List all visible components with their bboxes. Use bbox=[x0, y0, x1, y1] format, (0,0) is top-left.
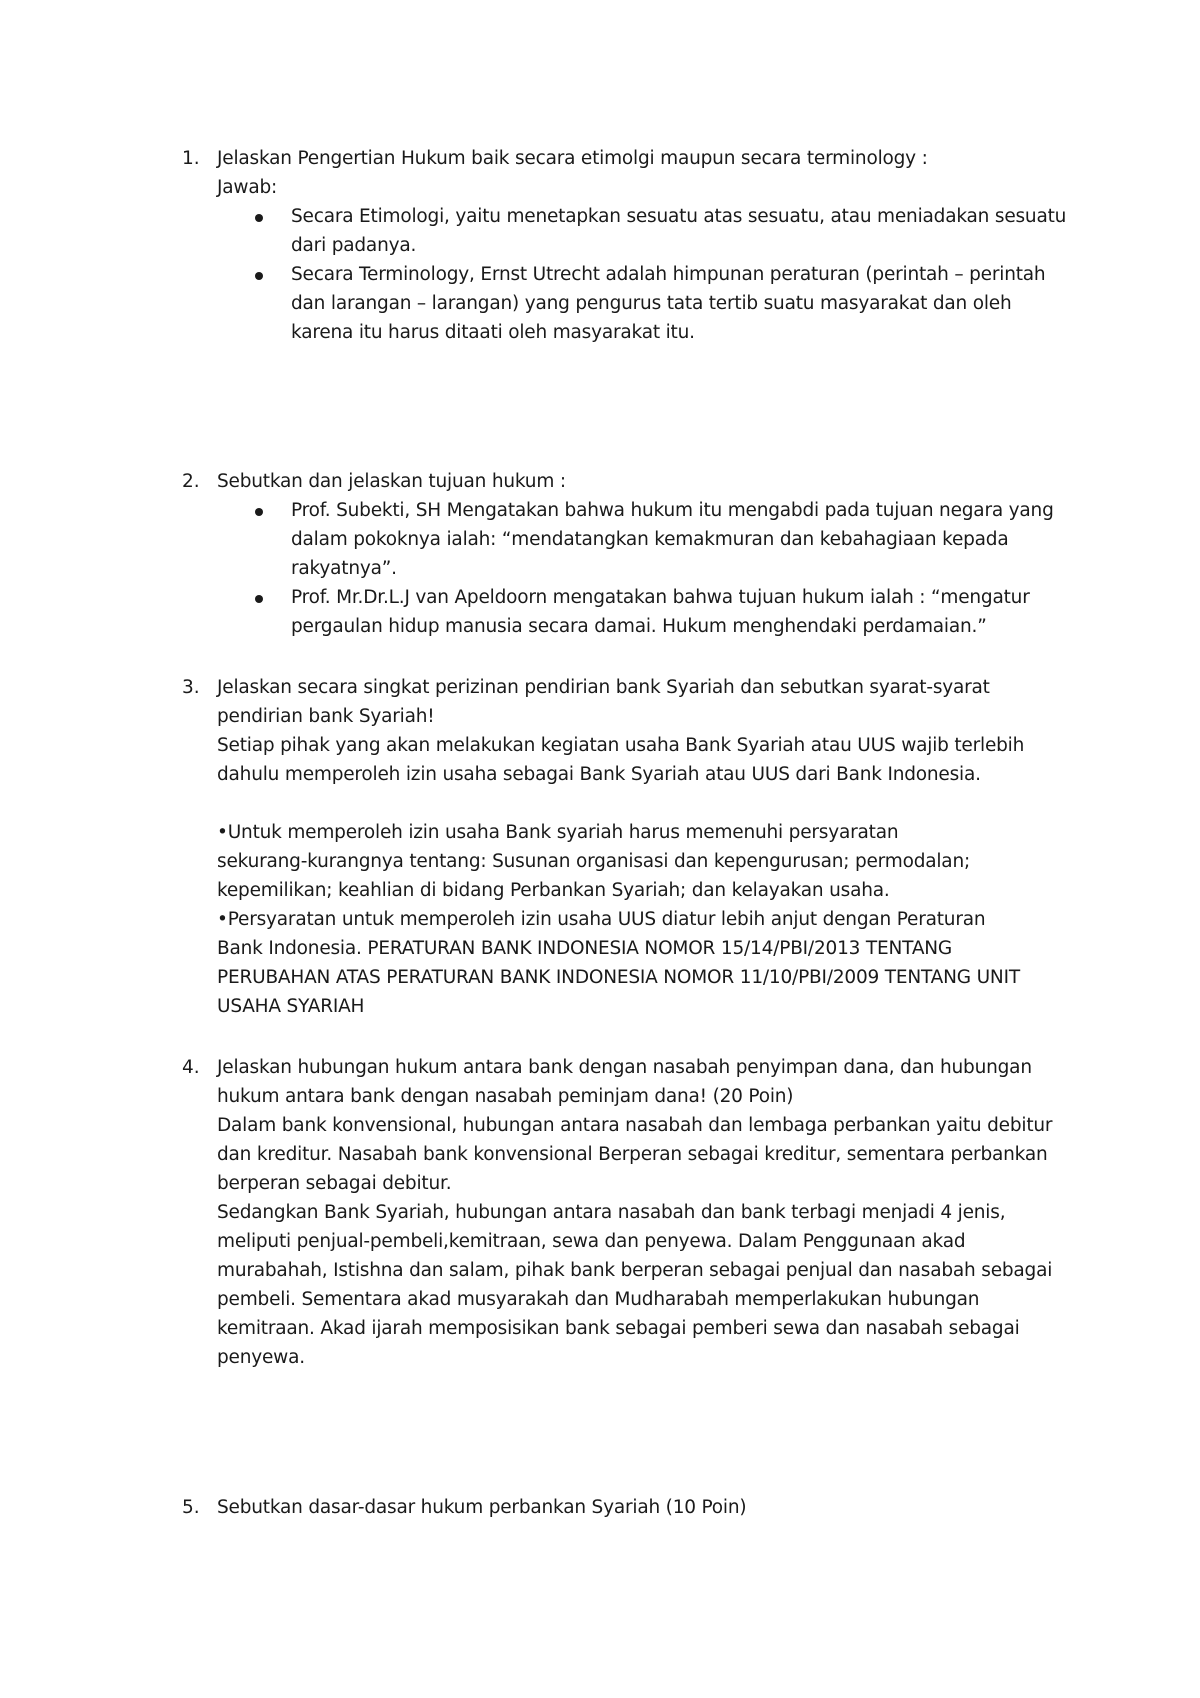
answer-text: penyewa. bbox=[217, 1347, 305, 1368]
bullet-text: karena itu harus ditaati oleh masyarakat itu. bbox=[291, 322, 695, 343]
answer-text: berperan sebagai debitur. bbox=[217, 1173, 452, 1194]
answer-text: Setiap pihak yang akan melakukan kegiatan usaha Bank Syariah atau UUS wajib terlebih bbox=[217, 735, 1025, 756]
bullet-icon bbox=[255, 508, 263, 516]
answer-text: meliputi penjual-pembeli,kemitraan, sewa dan penyewa. Dalam Penggunaan akad bbox=[217, 1231, 966, 1252]
question-text: Jelaskan Pengertian Hukum baik secara etimolgi maupun secara terminology : bbox=[217, 148, 928, 169]
bullet-text: pergaulan hidup manusia secara damai. Hukum menghendaki perdamaian.” bbox=[291, 616, 987, 637]
question-text: Sebutkan dan jelaskan tujuan hukum : bbox=[217, 471, 566, 492]
answer-text: sekurang-kurangnya tentang: Susunan organisasi dan kepengurusan; permodalan; bbox=[217, 851, 971, 872]
question-number: 2. bbox=[182, 471, 200, 492]
question-number: 4. bbox=[182, 1057, 200, 1078]
bullet-icon bbox=[255, 214, 263, 222]
answer-label: Jawab: bbox=[217, 177, 278, 198]
bullet-icon bbox=[255, 595, 263, 603]
answer-text: •Persyaratan untuk memperoleh izin usaha UUS diatur lebih anjut dengan Peraturan bbox=[217, 909, 986, 930]
answer-text: Bank Indonesia. PERATURAN BANK INDONESIA NOMOR 15/14/PBI/2013 TENTANG bbox=[217, 938, 953, 959]
answer-text: kepemilikan; keahlian di bidang Perbankan Syariah; dan kelayakan usaha. bbox=[217, 880, 890, 901]
question-number: 1. bbox=[182, 148, 200, 169]
bullet-text: Secara Terminology, Ernst Utrecht adalah himpunan peraturan (perintah – perintah bbox=[291, 264, 1046, 285]
question-number: 3. bbox=[182, 677, 200, 698]
answer-text: Dalam bank konvensional, hubungan antara nasabah dan lembaga perbankan yaitu debitur bbox=[217, 1115, 1053, 1136]
question-text: Sebutkan dasar-dasar hukum perbankan Syariah (10 Poin) bbox=[217, 1497, 747, 1518]
bullet-text: Secara Etimologi, yaitu menetapkan sesuatu atas sesuatu, atau meniadakan sesuatu bbox=[291, 206, 1067, 227]
bullet-text: dan larangan – larangan) yang pengurus tata tertib suatu masyarakat dan oleh bbox=[291, 293, 1012, 314]
question-number: 5. bbox=[182, 1497, 200, 1518]
answer-text: Sedangkan Bank Syariah, hubungan antara nasabah dan bank terbagi menjadi 4 jenis, bbox=[217, 1202, 1006, 1223]
question-text: pendirian bank Syariah! bbox=[217, 706, 435, 727]
answer-text: PERUBAHAN ATAS PERATURAN BANK INDONESIA NOMOR 11/10/PBI/2009 TENTANG UNIT bbox=[217, 967, 1020, 988]
answer-text: murabahah, Istishna dan salam, pihak bank berperan sebagai penjual dan nasabah sebagai bbox=[217, 1260, 1053, 1281]
answer-text: kemitraan. Akad ijarah memposisikan bank sebagai pemberi sewa dan nasabah sebagai bbox=[217, 1318, 1020, 1339]
question-text: Jelaskan hubungan hukum antara bank dengan nasabah penyimpan dana, dan hubungan bbox=[217, 1057, 1032, 1078]
question-text: hukum antara bank dengan nasabah peminjam dana! (20 Poin) bbox=[217, 1086, 794, 1107]
bullet-text: dari padanya. bbox=[291, 235, 417, 256]
answer-text: pembeli. Sementara akad musyarakah dan Mudharabah memperlakukan hubungan bbox=[217, 1289, 980, 1310]
answer-text: USAHA SYARIAH bbox=[217, 996, 365, 1017]
answer-text: dan kreditur. Nasabah bank konvensional Berperan sebagai kreditur, sementara perbankan bbox=[217, 1144, 1048, 1165]
bullet-text: Prof. Subekti, SH Mengatakan bahwa hukum itu mengabdi pada tujuan negara yang bbox=[291, 500, 1054, 521]
bullet-icon bbox=[255, 272, 263, 280]
bullet-text: rakyatnya”. bbox=[291, 558, 397, 579]
bullet-text: dalam pokoknya ialah: “mendatangkan kemakmuran dan kebahagiaan kepada bbox=[291, 529, 1009, 550]
bullet-text: Prof. Mr.Dr.L.J van Apeldoorn mengatakan bahwa tujuan hukum ialah : “mengatur bbox=[291, 587, 1030, 608]
answer-text: dahulu memperoleh izin usaha sebagai Bank Syariah atau UUS dari Bank Indonesia. bbox=[217, 764, 981, 785]
answer-text: •Untuk memperoleh izin usaha Bank syariah harus memenuhi persyaratan bbox=[217, 822, 899, 843]
question-text: Jelaskan secara singkat perizinan pendirian bank Syariah dan sebutkan syarat-syarat bbox=[217, 677, 990, 698]
